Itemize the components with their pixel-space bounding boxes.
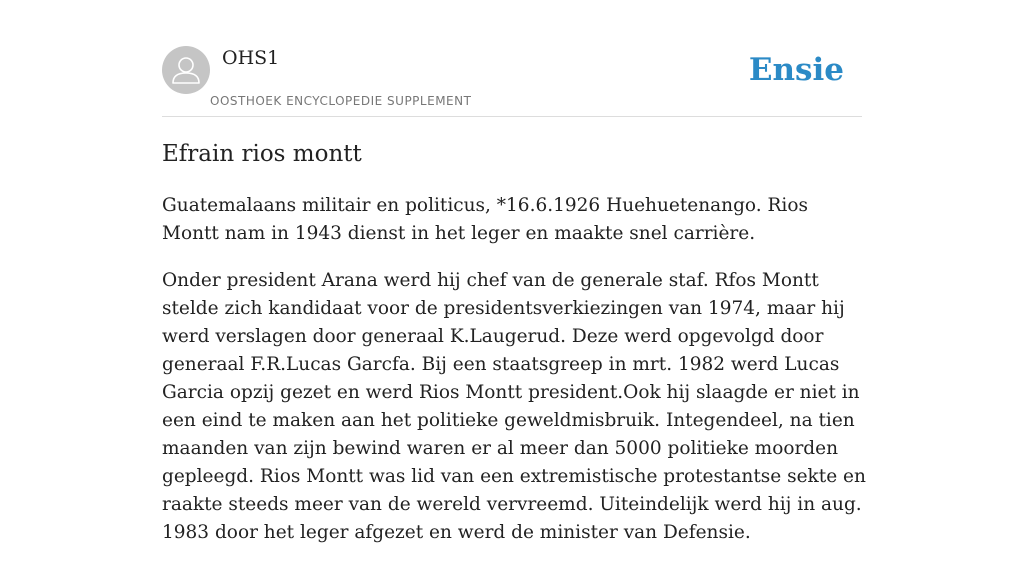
article-header: [162, 46, 862, 117]
article-paragraph: Onder president Arana werd hij chef van de generale staf. Rfos Montt stelde zich kandidaat voor de presidentsverkiezingen van 1974, maar hij werd verslagen door generaal K.Laugerud. Deze werd opgevolgd door generaal F.R.Lucas Garcfa. Bij een staatsgreep in mrt. 1982 werd Lucas Garcia opzij gezet en werd Rios Montt president.Ook hij slaagde er niet in een eind te maken aan het politieke geweldmisbruik. Integendeel, na tien maanden van zijn bewind waren er al meer dan 5000 politieke moorden gepleegd. Rios Montt was lid van een extremistische protestantse sekte en raakte steeds meer van de wereld vervreemd. Uiteindelijk werd hij in aug. 1983 door het leger afgezet en werd de minister van Defensie.: [162, 270, 866, 543]
article-paragraph: Guatemalaans militair en politicus, *16.6.1926 Huehuetenango. Rios Montt nam in 1943 dienst in het leger en maakte snel carrière.: [162, 195, 808, 244]
source-label[interactable]: OOSTHOEK ENCYCLOPEDIE SUPPLEMENT: [210, 94, 472, 108]
author-name[interactable]: OHS1: [222, 47, 280, 69]
user-icon: [162, 46, 210, 94]
ensie-logo[interactable]: Ensie: [748, 52, 844, 88]
article-body: [162, 192, 868, 566]
page-title: Efrain rios montt: [162, 141, 362, 167]
avatar[interactable]: [162, 46, 210, 94]
